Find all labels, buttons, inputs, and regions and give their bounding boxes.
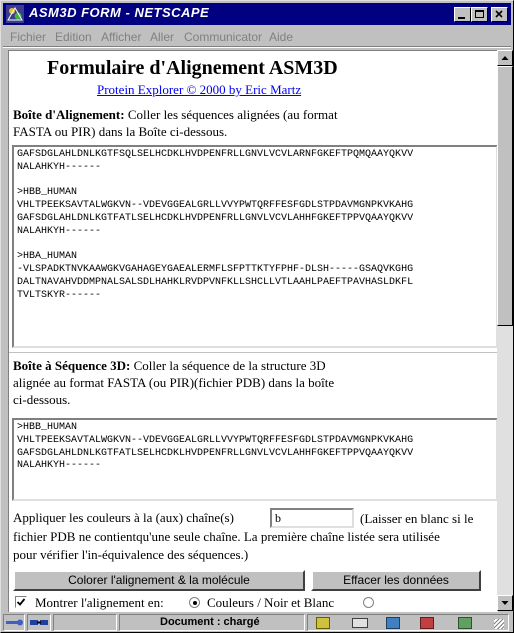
navigator-icon[interactable]: [316, 617, 330, 629]
component-bar: [307, 614, 509, 631]
minimize-icon: [458, 17, 465, 19]
composer-icon[interactable]: [458, 617, 472, 629]
menu-separator: [3, 46, 511, 48]
alignment-textarea-content: GAFSDGLAHLDNLKGTFSQLSELHCDKLHVDPENFRLLGNVLVCVLARNFGKEFTPQMQAAYQKVV NALAHKYH------ >HBB_HUMAN VHLTPEEKSAVTALWGKVN--VDEVGGEALGRLLVVYPWTQRFFESFGDLSTPDAVMGNPKVKAHG GAFSDGLAHLDNLKGTFATLSELHCDKLHVDPENFRLLGNVLVCVLAHHFGKEFTPPVQAAYQKVV NALAHKYH------ >HBA_HUMAN -VLSPADKTNVKAAWGKVGAHAGEYGAEALERMFLSFPTTKTYFPHF-DLSH-----GSAQVKGHG DALTNAVAHVDDMPNALSALSDLHAHKLRVDPVNFKLLSHCLLVTLAAHLPAEFTPAVHASLDKFL TVLTSKYR------: [17, 149, 414, 301]
maximize-button[interactable]: [471, 7, 488, 22]
menu-aller[interactable]: Aller: [150, 30, 175, 44]
scroll-up-button[interactable]: [497, 50, 513, 66]
netscape-app-icon[interactable]: [6, 5, 24, 23]
color-alignment-button[interactable]: Colorer l'alignement & la molécule: [13, 570, 305, 591]
page-content: [8, 50, 498, 612]
scroll-thumb[interactable]: [497, 66, 513, 326]
alignment-instructions: [13, 106, 338, 140]
menu-communicator[interactable]: Communicator: [184, 30, 263, 44]
seq3d-textarea-content: >HBB_HUMAN VHLTPEEKSAVTALWGKVN--VDEVGGEALGRLLVVYPWTQRFFESFGDLSTPDAVMGNPKVKAHG GAFSDGLAHLDNLKGTFATLSELHCDKLHVDPENFRLLGNVLVCVLAHHFGKEFTPPVQAAYQKVV NALAHKYH------: [17, 422, 414, 472]
menu-bar: [3, 27, 511, 47]
page-title: Formulaire d'Alignement ASM3D: [47, 57, 338, 79]
credit-link[interactable]: Protein Explorer © 2000 by Eric Martz: [97, 82, 302, 97]
security-cell[interactable]: [3, 614, 25, 631]
status-text: Document : chargé: [160, 616, 260, 628]
show-alignment-checkbox[interactable]: [15, 596, 27, 608]
close-icon: [492, 8, 507, 21]
section-divider: [9, 349, 498, 353]
radio-colors-label: Couleurs / Noir et Blanc: [207, 595, 335, 610]
clear-data-button[interactable]: Effacer les données: [311, 570, 481, 591]
scroll-down-button[interactable]: [497, 595, 513, 611]
checkmark-icon: [16, 597, 26, 607]
alignment-text-1: Coller les séquences alignées (au format: [124, 107, 338, 122]
seq3d-label: Boîte à Séquence 3D:: [13, 358, 131, 373]
close-button[interactable]: [491, 7, 508, 22]
seq3d-text-1: Coller la séquence de la structure 3D: [130, 358, 326, 373]
title-bar: [3, 3, 511, 25]
menu-fichier[interactable]: Fichier: [10, 30, 47, 44]
chain-label: Appliquer les couleurs à la (aux) chaîne(s): [13, 510, 234, 525]
radio-colors[interactable]: [189, 597, 200, 608]
show-alignment-label: Montrer l'alignement en:: [35, 595, 164, 610]
mail-icon[interactable]: [352, 618, 368, 628]
connection-cell[interactable]: [27, 614, 51, 631]
chain-hint-3: pour vérifier l'in-équivalence des séquences.): [13, 547, 249, 562]
menu-edition[interactable]: Edition: [55, 30, 92, 44]
newsgroups-icon[interactable]: [386, 617, 400, 629]
alignment-textarea[interactable]: [12, 145, 498, 348]
address-book-icon[interactable]: [420, 617, 434, 629]
security-key-icon: [4, 615, 24, 630]
menu-aide[interactable]: Aide: [269, 30, 294, 44]
minimize-button[interactable]: [454, 7, 471, 22]
radio-black-white[interactable]: [363, 597, 374, 608]
vertical-scrollbar[interactable]: [497, 50, 513, 611]
chain-input[interactable]: [270, 508, 354, 528]
chain-hint-2: fichier PDB ne contientqu'une seule chaîne. La première chaîne listée sera utilisée: [13, 529, 440, 544]
chain-hint-1: (Laisser en blanc si le: [360, 511, 474, 526]
menu-afficher[interactable]: Afficher: [101, 30, 142, 44]
alignment-text-2: FASTA ou PIR) dans la Boîte ci-dessous.: [13, 124, 228, 139]
progress-cell: [53, 614, 117, 631]
seq3d-text-2: alignée au format FASTA (ou PIR)(fichier PDB) dans la boîte: [13, 375, 335, 390]
connection-icon: [28, 615, 50, 630]
radio-selected-dot: [193, 601, 197, 605]
seq3d-textarea[interactable]: [12, 418, 498, 501]
maximize-icon: [475, 10, 484, 18]
arrow-up-icon: [498, 51, 512, 65]
status-bar: [3, 613, 511, 632]
seq3d-text-3: ci-dessous.: [13, 392, 71, 407]
arrow-down-icon: [498, 596, 512, 610]
resize-grip-icon[interactable]: [494, 619, 504, 629]
status-text-cell: [119, 614, 305, 631]
alignment-label: Boîte d'Alignement:: [13, 107, 125, 122]
window-title: ASM3D FORM - NETSCAPE: [29, 5, 210, 20]
seq3d-instructions: [13, 357, 334, 408]
